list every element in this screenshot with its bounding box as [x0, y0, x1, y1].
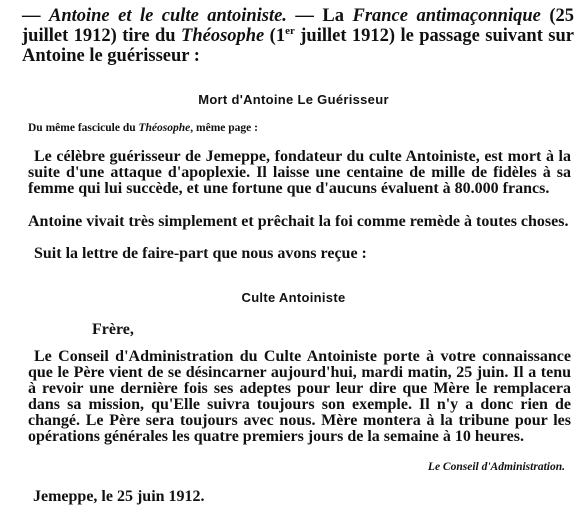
letter-heading: Culte Antoiniste — [241, 290, 346, 305]
journal-name: France antimaçonnique — [352, 6, 541, 26]
article-heading: Mort d'Antoine Le Guérisseur — [198, 92, 389, 107]
letter-salutation: Frère, — [92, 321, 134, 338]
intro-title: Antoine et le culte antoiniste. — [48, 6, 287, 26]
article-paragraph: Antoine vivait très simplement et prêchait la foi comme remède à toutes choses. — [28, 213, 569, 230]
source-title: Théosophe — [138, 122, 191, 134]
intro-connector: — La — [286, 6, 353, 26]
intro-text-1: (25 juillet 1912) tire du — [22, 6, 575, 46]
article-paragraph: Suit la lettre de faire-part que nous avons reçue : — [34, 245, 367, 262]
source-name: Théosophe — [181, 26, 265, 46]
letter-dateline: Jemeppe, le 25 juin 1912. — [33, 488, 205, 505]
letter-body: Le Conseil d'Administration du Culte Antoiniste porte à votre connaissance que le Père vient de se désincarner aujourd'hui, mardi matin, 25 juin. Il a tenu à revoir une dernière fois ses adeptes pour leur dire que Mère le remplacera dans sa mission, qu'Elle suivra toujours son exemple. Il n'y a donc rien de changé. Le Père sera toujours avec nous. Mère montera à la tribune pour les opérations générales les quatre premiers jours de la semaine à 10 heures. — [28, 348, 571, 445]
source-prefix: Du même fascicule du — [28, 122, 139, 134]
intro-dash: — — [22, 6, 49, 26]
intro-text-3: juillet 1912) le passage suivant sur Antoine le guérisseur : — [22, 26, 574, 66]
intro-paragraph — [22, 6, 574, 66]
intro-text-2: (1 — [264, 26, 286, 46]
source-suffix: , même page : — [190, 122, 258, 134]
source-note — [28, 122, 258, 134]
letter-signature: Le Conseil d'Administration. — [427, 461, 565, 473]
article-paragraph: Le célèbre guérisseur de Jemeppe, fondateur du culte Antoiniste, est mort à la suite d'une attaque d'apoplexie. Il laisse une centaine de mille de fidèles à sa femme qui lui succède, et une fortune que d'aucuns évaluent à 80.000 francs. — [28, 148, 571, 197]
ordinal-superscript: er — [285, 24, 295, 37]
